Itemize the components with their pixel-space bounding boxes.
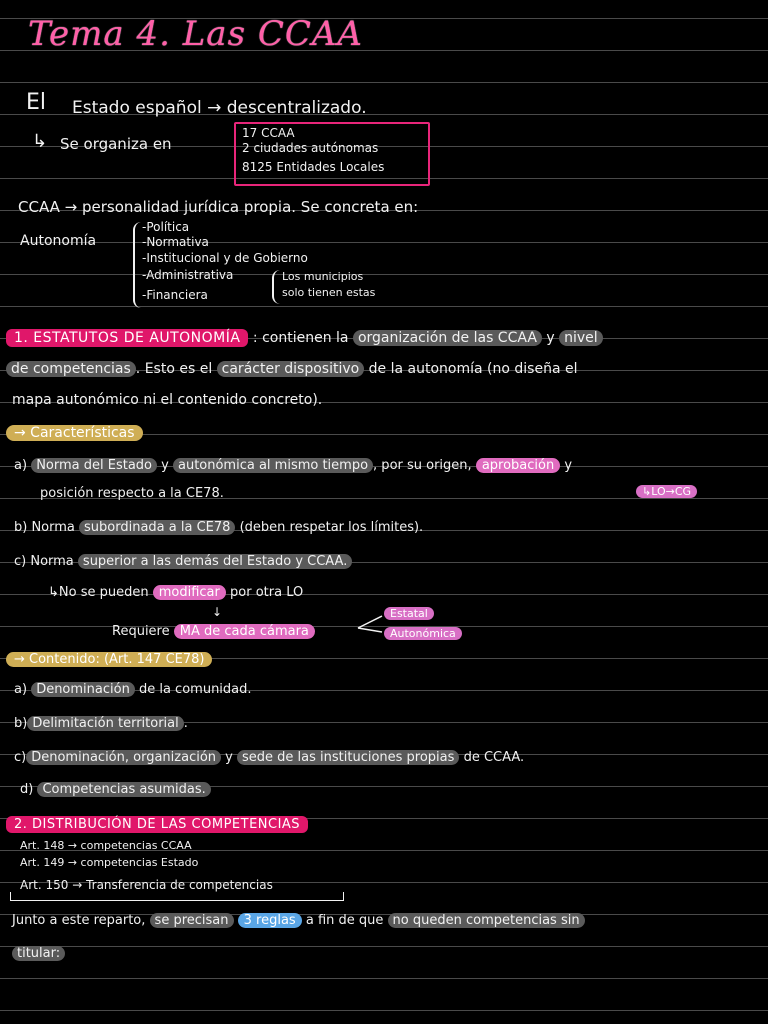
- contenido-label: → Contenido: (Art. 147 CE78): [6, 652, 212, 667]
- caract-a-note-line: [636, 482, 697, 501]
- caract-a-text1: y: [161, 458, 169, 473]
- section1-text2: y: [546, 330, 555, 346]
- contenido-b-line: [14, 715, 188, 733]
- caract-c3-branch-lines: [356, 610, 386, 636]
- caract-c2-prefix: ↳No se pueden: [48, 585, 149, 600]
- section2-heading: 2. DISTRIBUCIÓN DE LAS COMPETENCIAS: [6, 816, 308, 833]
- section1-line2: [6, 360, 577, 378]
- section1-heading: 1. ESTATUTOS DE AUTONOMÍA: [6, 329, 248, 347]
- autonomia-label: Autonomía: [20, 233, 97, 249]
- section2-paragraph-line1: [12, 912, 585, 930]
- caract-a-note-lo-cg: ↳LO→CG: [636, 485, 697, 498]
- contenido-line: [6, 651, 212, 669]
- caract-c3-line: [112, 623, 315, 641]
- contenido-d-highlight: Competencias asumidas.: [37, 782, 210, 797]
- caract-c2-text: por otra LO: [230, 585, 304, 600]
- caract-c3-option-estatal: Estatal: [384, 607, 434, 620]
- caract-a-line: [14, 457, 572, 475]
- section2-highlight-se-precisan: se precisan: [150, 913, 234, 928]
- caract-c3-arrow: ↓: [212, 605, 223, 619]
- caract-a-text3: y: [564, 458, 573, 473]
- organization-box: [234, 122, 430, 186]
- caract-c2-line: [48, 584, 303, 602]
- box-line-entidades: 8125 Entidades Locales: [242, 160, 385, 174]
- caract-a-prefix: a): [14, 458, 28, 473]
- section1-line3: mapa autonómico ni el contenido concreto).: [12, 392, 323, 408]
- section2-articles-bracket: [10, 892, 344, 901]
- section1-text1: : contienen la: [252, 330, 349, 346]
- intro-estado: Estado español → descentralizado.: [72, 98, 367, 118]
- contenido-a-text: de la comunidad.: [138, 682, 252, 697]
- autonomia-item-institucional: -Institucional y de Gobierno: [142, 251, 308, 265]
- caract-b-line: [14, 519, 423, 537]
- autonomia-item-normativa: -Normativa: [142, 235, 209, 249]
- caract-c3-opt1-line: [384, 604, 434, 623]
- ccaa-line: CCAA → personalidad jurídica propia. Se concreta en:: [18, 198, 419, 216]
- contenido-c-text1: y: [225, 750, 233, 765]
- caract-b-highlight: subordinada a la CE78: [79, 520, 235, 535]
- box-line-ccaa: 17 CCAA: [242, 126, 295, 140]
- contenido-d-prefix: d): [20, 782, 34, 797]
- contenido-b-text: .: [183, 716, 188, 731]
- section1-line1: [6, 329, 603, 347]
- section1-highlight-competencias: de competencias: [6, 361, 136, 377]
- contenido-b-highlight: Delimitación territorial: [27, 716, 183, 731]
- section1-text4: de la autonomía (no diseña el: [368, 361, 578, 377]
- contenido-c-text2: de CCAA.: [463, 750, 525, 765]
- autonomia-item-administrativa: -Administrativa: [142, 268, 234, 282]
- caract-a-line2: posición respecto a la CE78.: [40, 486, 224, 501]
- autonomia-item-politica: -Política: [142, 220, 190, 234]
- caracteristicas-line: [6, 424, 143, 442]
- caract-c3-option-autonomica: Autonómica: [384, 627, 462, 640]
- contenido-b-prefix: b): [14, 716, 28, 731]
- caract-c3-highlight-ma: MA de cada cámara: [174, 624, 315, 639]
- municipios-note-1: Los municipios: [282, 270, 364, 283]
- contenido-d-line: [20, 781, 211, 799]
- municipios-note-2: solo tienen estas: [282, 286, 376, 299]
- contenido-a-highlight: Denominación: [31, 682, 135, 697]
- section1-highlight-caracter: carácter dispositivo: [217, 361, 365, 377]
- caract-c3-opt2-line: [384, 624, 462, 643]
- section1-highlight-nivel: nivel: [559, 330, 603, 346]
- section2-art149: Art. 149 → competencias Estado: [20, 856, 199, 869]
- caract-c2-highlight-modificar: modificar: [153, 585, 226, 600]
- section1-highlight-organizacion: organización de las CCAA: [353, 330, 542, 346]
- autonomia-item-financiera: -Financiera: [142, 288, 208, 302]
- section2-text2: a fin de que: [305, 913, 384, 928]
- caract-c-line: [14, 553, 352, 571]
- contenido-c-highlight2: sede de las instituciones propias: [237, 750, 459, 765]
- section2-art148: Art. 148 → competencias CCAA: [20, 839, 192, 852]
- caracteristicas-label: → Características: [6, 425, 143, 441]
- section2-text1: Junto a este reparto,: [12, 913, 146, 928]
- section2-highlight-titular: titular:: [12, 946, 65, 961]
- contenido-c-line: [14, 749, 524, 767]
- box-line-ciudades: 2 ciudades autónomas: [242, 141, 379, 155]
- caract-c3-prefix: Requiere: [112, 624, 170, 639]
- section2-highlight-3-reglas: 3 reglas: [238, 913, 302, 928]
- contenido-c-prefix: c): [14, 750, 27, 765]
- caract-c-highlight: superior a las demás del Estado y CCAA.: [78, 554, 352, 569]
- caract-b-text: (deben respetar los límites).: [239, 520, 424, 535]
- intro-arrow: ↳: [32, 131, 48, 152]
- section2-line: [6, 816, 308, 834]
- municipios-brace: [272, 270, 280, 304]
- caract-a-highlight-aprobacion: aprobación: [476, 458, 560, 473]
- section2-art150: Art. 150 → Transferencia de competencias: [20, 878, 273, 892]
- section2-highlight-no-queden: no queden competencias sin: [388, 913, 585, 928]
- caract-a-highlight-norma: Norma del Estado: [31, 458, 157, 473]
- caract-a-text2: , por su origen,: [373, 458, 472, 473]
- page-title: Tema 4. Las CCAA: [28, 14, 363, 54]
- intro-el: El: [26, 90, 47, 115]
- intro-organiza: Se organiza en: [60, 135, 172, 153]
- section1-text3: . Esto es el: [135, 361, 213, 377]
- contenido-c-highlight: Denominación, organización: [26, 750, 221, 765]
- caract-a-highlight-autonomica: autonómica al mismo tiempo: [173, 458, 373, 473]
- contenido-a-line: [14, 681, 252, 699]
- section2-paragraph-line2: [12, 945, 65, 963]
- contenido-a-prefix: a): [14, 682, 28, 697]
- caract-b-prefix: b) Norma: [14, 520, 75, 535]
- caract-c-prefix: c) Norma: [14, 554, 74, 569]
